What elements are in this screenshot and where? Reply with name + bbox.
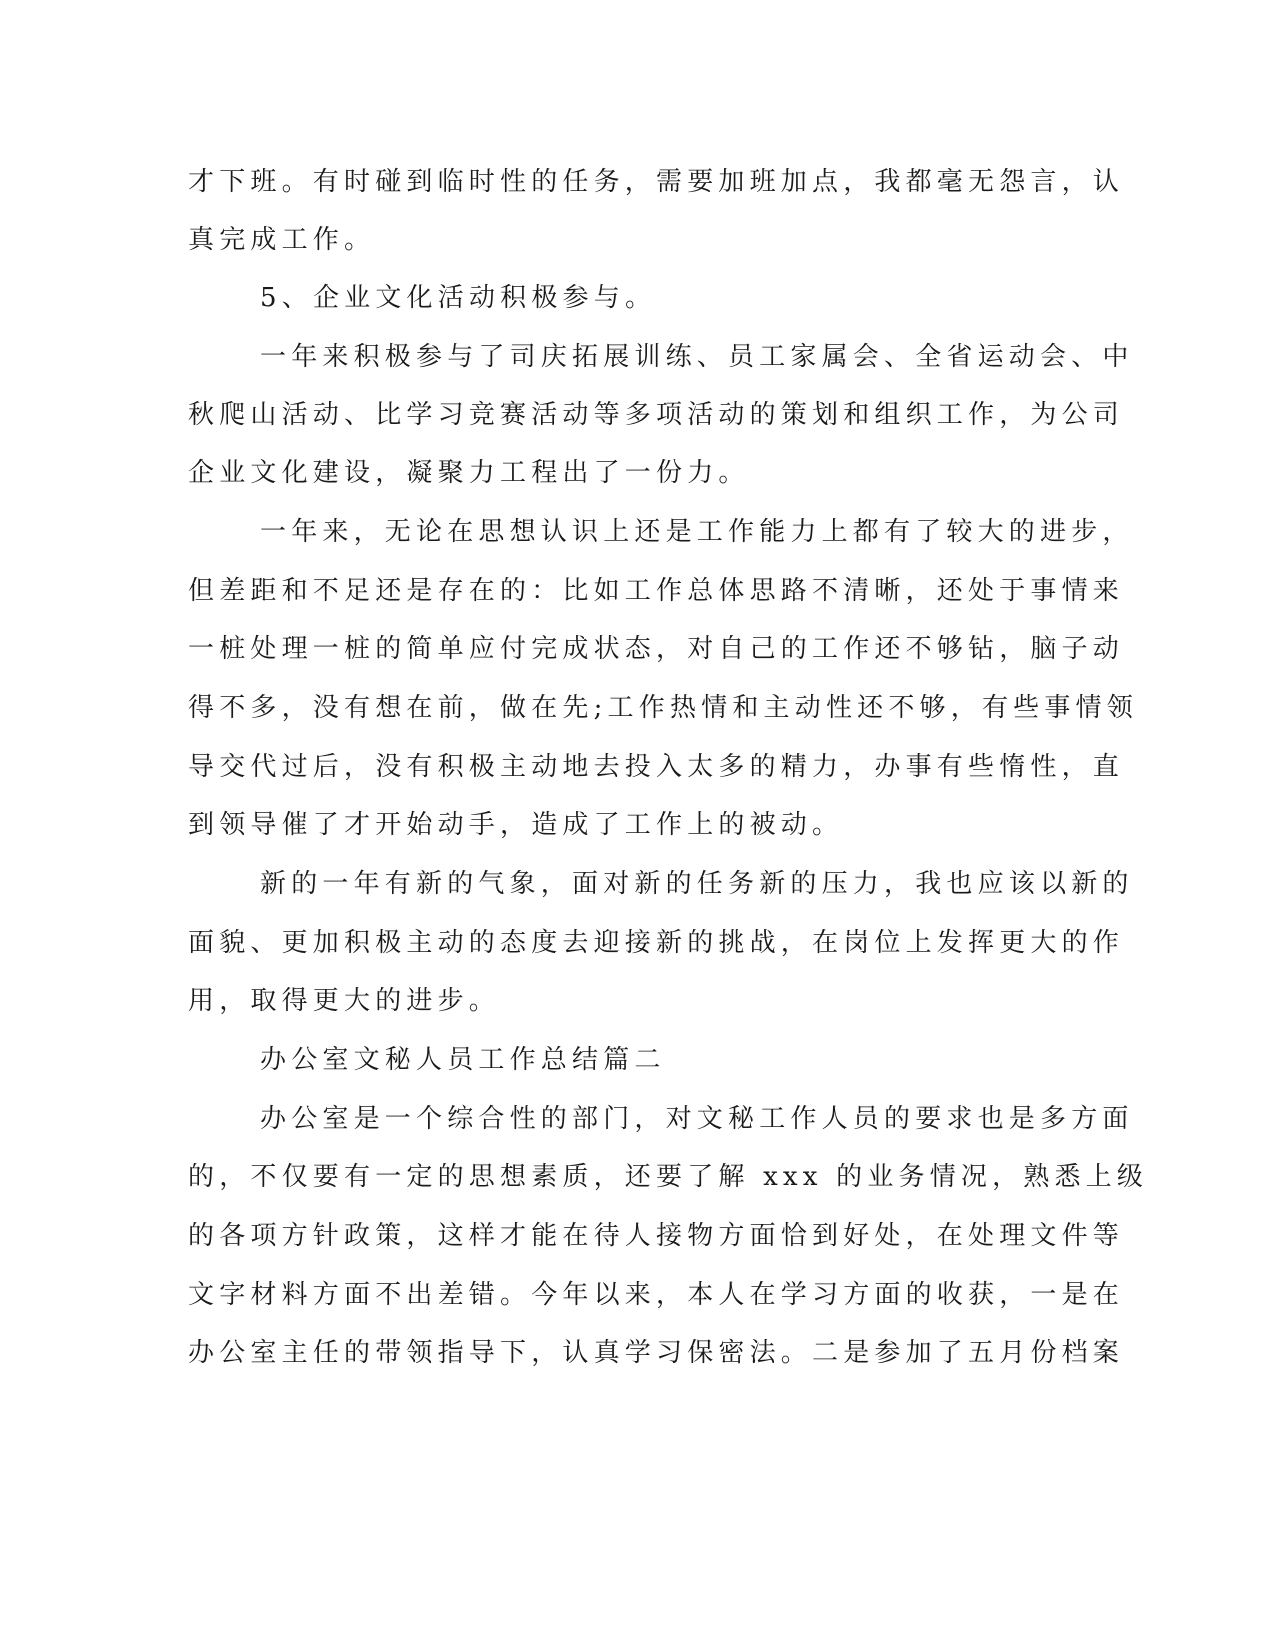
paragraph-line: 的，不仅要有一定的思想素质，还要了解 xxx 的业务情况，熟悉上级 (188, 1162, 1149, 1192)
paragraph-line: 才下班。有时碰到临时性的任务，需要加班加点，我都毫无怨言，认 (188, 167, 1125, 197)
section-heading: 5、企业文化活动积极参与。 (260, 283, 657, 313)
paragraph-line: 到领导催了才开始动手，造成了工作上的被动。 (188, 810, 844, 840)
paragraph-line: 导交代过后，没有积极主动地去投入太多的精力，办事有些惰性，直 (188, 752, 1125, 782)
paragraph-line: 一年来，无论在思想认识上还是工作能力上都有了较大的进步， (260, 517, 1134, 547)
paragraph-line: 秋爬山活动、比学习竞赛活动等多项活动的策划和组织工作，为公司 (188, 400, 1125, 430)
paragraph-line: 办公室主任的带领指导下，认真学习保密法。二是参加了五月份档案 (188, 1338, 1125, 1368)
paragraph-line: 办公室是一个综合性的部门，对文秘工作人员的要求也是多方面 (260, 1104, 1134, 1134)
paragraph-line: 得不多，没有想在前，做在先;工作热情和主动性还不够，有些事情领 (188, 693, 1138, 723)
paragraph-line: 新的一年有新的气象，面对新的任务新的压力，我也应该以新的 (260, 869, 1134, 899)
paragraph-line: 的各项方针政策，这样才能在待人接物方面恰到好处，在处理文件等 (188, 1221, 1125, 1251)
paragraph-line: 但差距和不足还是存在的：比如工作总体思路不清晰，还处于事情来 (188, 576, 1125, 606)
paragraph-line: 一桩处理一桩的简单应付完成状态，对自己的工作还不够钻，脑子动 (188, 634, 1125, 664)
section-heading: 办公室文秘人员工作总结篇二 (260, 1045, 666, 1075)
paragraph-line: 真完成工作。 (188, 225, 376, 255)
paragraph-line: 面貌、更加积极主动的态度去迎接新的挑战，在岗位上发挥更大的作 (188, 928, 1125, 958)
paragraph-line: 一年来积极参与了司庆拓展训练、员工家属会、全省运动会、中 (260, 342, 1134, 372)
paragraph-line: 用，取得更大的进步。 (188, 986, 501, 1016)
paragraph-line: 企业文化建设，凝聚力工程出了一份力。 (188, 458, 750, 488)
paragraph-line: 文字材料方面不出差错。今年以来，本人在学习方面的收获，一是在 (188, 1280, 1125, 1310)
